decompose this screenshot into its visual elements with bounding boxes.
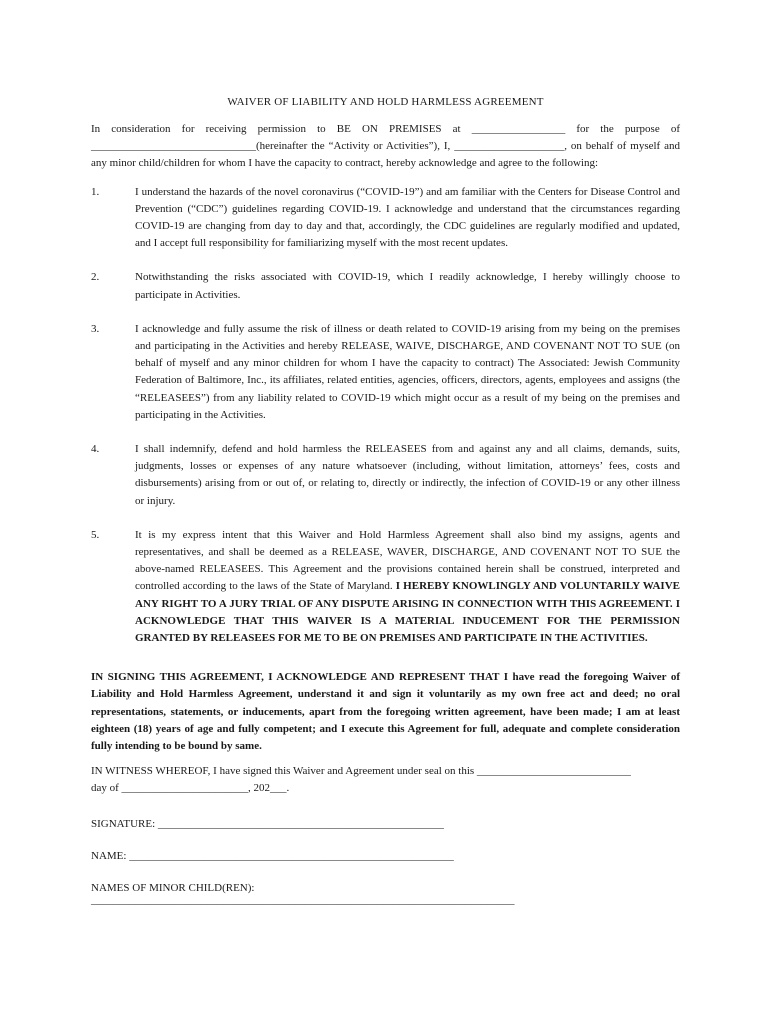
clause-text: I shall indemnify, defend and hold harmless the RELEASEES from and against any and all claims, demands, suits, judgments, losses or expenses of any nature whatsoever (including, without limitation, attorneys’ fees, costs and disbursements) arising from or out of, or relating to, directly or indirectly, the infection of COVID-19 or any other illness or injury. bbox=[135, 443, 680, 507]
witness-day-line: day of _______________________, 202___. bbox=[91, 782, 290, 795]
clause-text: It is my express intent that this Waiver and Hold Harmless Agreement shall also bind my assigns, agents and representatives, and shall be deemed as a RELEASE, WAVER, DISCHARGE, AND COVENANT NOT TO SUE the above-named RELEASEES. This Agreement and the provisions contained herein shall be construed, interpreted and controlled according to the laws of the State of Maryland. bbox=[135, 528, 680, 593]
signature-field: SIGNATURE: ____________________________________________________ bbox=[91, 818, 444, 831]
clause-number: 3. bbox=[91, 322, 100, 335]
clause-2 bbox=[91, 269, 680, 303]
clause-text: Notwithstanding the risks associated with COVID-19, which I readily acknowledge, I hereby willingly choose to participate in Activities. bbox=[135, 271, 680, 301]
clause-5 bbox=[91, 527, 680, 647]
clause-number: 4. bbox=[91, 443, 100, 456]
jury-waiver-text: I HEREBY KNOWLINGLY AND VOLUNTARILY WAIVE ANY RIGHT TO A JURY TRIAL OF ANY DISPUTE ARISING IN CONNECTION WITH THIS AGREEMENT. I ACKNOWLEDGE THAT THIS WAIVER IS A MATERIAL INDUCEMENT FOR THE PERMISSION GRANTED BY RELEASEES FOR ME TO BE ON PREMISES AND PARTICIPATE IN THE ACTIVITIES. bbox=[135, 580, 680, 645]
intro-paragraph: In consideration for receiving permission to BE ON PREMISES at _________________ for the purpose of ______________________________(hereinafter the “Activity or Activities”), I, ____________________, on behalf of myself and any minor child/children for whom I have the capacity to contract, hereby acknowledge and agree to the following: bbox=[91, 123, 680, 170]
witness-line: IN WITNESS WHEREOF, I have signed this Waiver and Agreement under seal on this ____________________________ bbox=[91, 765, 631, 778]
clause-1 bbox=[91, 184, 680, 253]
clause-text: I acknowledge and fully assume the risk of illness or death related to COVID-19 arising from my being on the premises and participating in the Activities and hereby RELEASE, WAIVE, DISCHARGE, AND COVENANT NOT TO SUE (on behalf of myself and any minor children for whom I have the capacity to contract) The Associated: Jewish Community Federation of Baltimore, Inc., its affiliates, related entities, agencies, officers, directors, agents, employees and assigns (the “RELEASEES”) from any liability related to COVID-19 which might occur as a result of my being on the premises and participating in the Activities. bbox=[135, 322, 680, 421]
clause-4 bbox=[91, 441, 680, 510]
document-title: WAIVER OF LIABILITY AND HOLD HARMLESS AGREEMENT bbox=[227, 96, 544, 108]
clause-number: 2. bbox=[91, 271, 100, 284]
clause-text: I understand the hazards of the novel coronavirus (“COVID-19”) and am familiar with the Centers for Disease Control and Prevention (“CDC”) guidelines regarding COVID-19. I acknowledge and understand that the circumstances regarding COVID-19 are changing from day to day and that, accordingly, the CDC guidelines are regularly modified and updated, and I accept full responsibility for familiarizing myself with the most recent updates. bbox=[135, 185, 680, 250]
clause-number: 5. bbox=[91, 528, 100, 541]
clause-number: 1. bbox=[91, 185, 100, 198]
minor-children-field: NAMES OF MINOR CHILD(REN): _____________________________________________________________________________ bbox=[91, 882, 515, 907]
clause-3 bbox=[91, 321, 680, 424]
name-field: NAME: ___________________________________________________________ bbox=[91, 850, 454, 863]
signing-acknowledgement: IN SIGNING THIS AGREEMENT, I ACKNOWLEDGE AND REPRESENT THAT I have read the foregoing Waiver of Liability and Hold Harmless Agreement, understand it and sign it voluntarily as my own free act and deed; no oral representations, statements, or inducements, apart from the foregoing written agreement, have been made; I am at least eighteen (18) years of age and fully competent; and I execute this Agreement for full, adequate and complete consideration fully intending to be bound by same. bbox=[91, 671, 680, 753]
